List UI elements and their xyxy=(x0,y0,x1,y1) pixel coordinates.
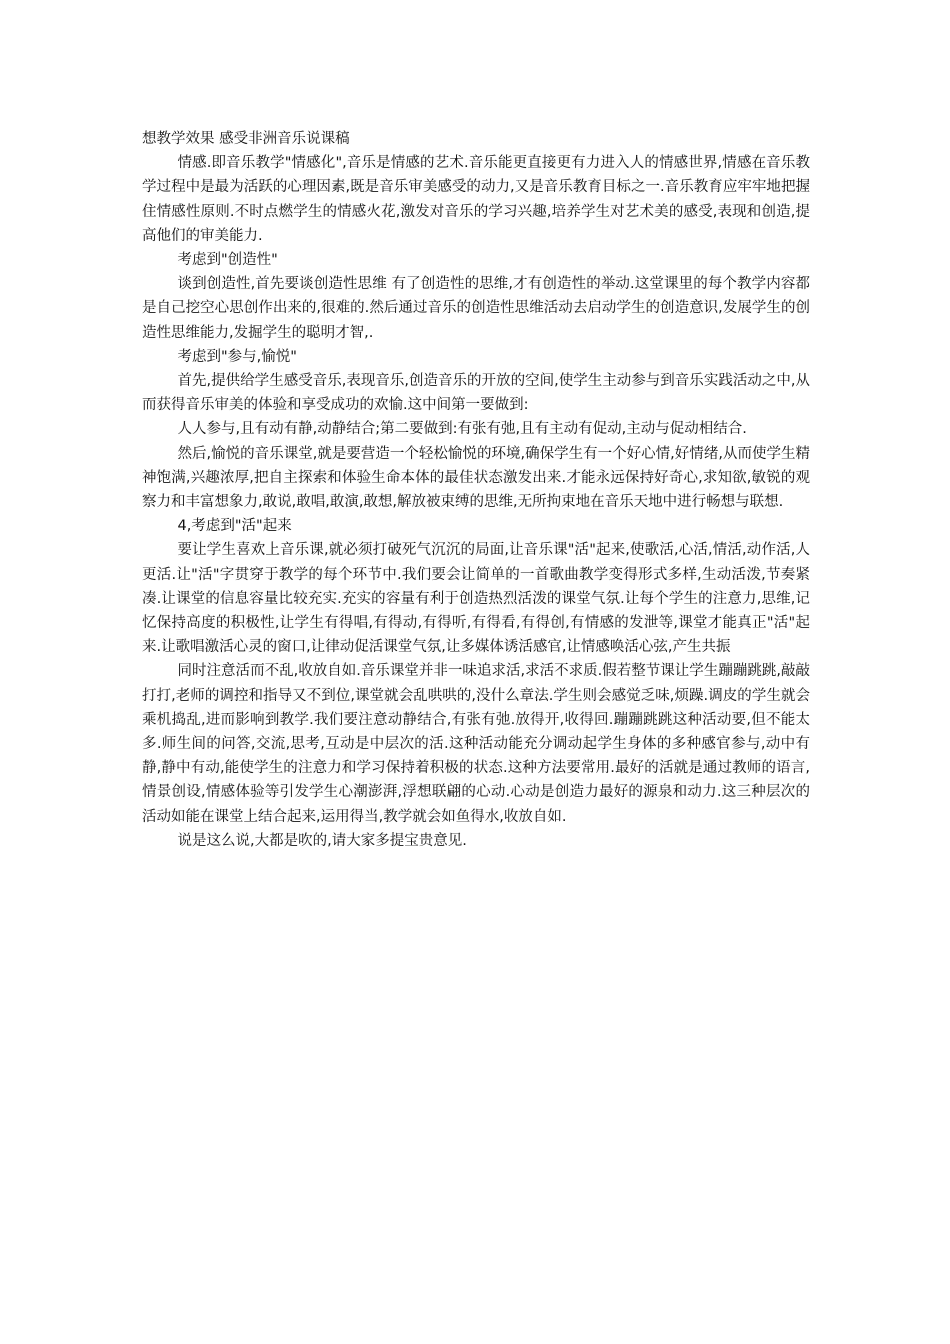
heading-lively: 4,考虑到"活"起来 xyxy=(177,518,292,535)
paragraph-lively: 要让学生喜欢上音乐课,就必须打破死气沉沉的局面,让音乐课"活"起来,使歌活,心活,情活,动作活,人更活.让"活"字贯穿于教学的每个环节中.我们要会让简单的一首歌曲教学变得形式多样,生动活泼,节奏紧凑.让课堂的信息容量比较充实.充实的容量有利于创造热烈活泼的课堂气氛.让每个学生的注意力,思维,记忆保持高度的积极性,让学生有得唱,有得动,有得听,有得看,有得创,有情感的发泄等,课堂才能真正"活"起来.让歌唱激活心灵的窗口,让律动促活课堂气氛,让多媒体诱活感官,让情感唤活心弦,产生共振 xyxy=(142,542,810,656)
heading-participation: 考虑到"参与,愉悦" xyxy=(177,348,297,365)
document-title: 想教学效果 感受非洲音乐说课稿 xyxy=(142,131,350,147)
document-body xyxy=(142,127,810,853)
paragraph-emotion: 情感.即音乐教学"情感化",音乐是情感的艺术.音乐能更直接更有力进入人的情感世界,情感在音乐教学过程中是最为活跃的心理因素,既是音乐审美感受的动力,又是音乐教育目标之一.音乐教育应牢牢地把握住情感性原则.不时点燃学生的情感火花,激发对音乐的学习兴趣,培养学生对艺术美的感受,表现和创造,提高他们的审美能力. xyxy=(142,155,810,244)
paragraph-involvement: 人人参与,且有动有静,动静结合;第二要做到:有张有弛,且有主动有促动,主动与促动相结合. xyxy=(177,421,747,438)
heading-creativity: 考虑到"创造性" xyxy=(177,252,278,269)
paragraph-creativity: 谈到创造性,首先要谈创造性思维 有了创造性的思维,才有创造性的举动.这堂课里的每个教学内容都是自己挖空心思创作出来的,很难的.然后通过音乐的创造性思维活动去启动学生的创造意识,发展学生的创造性思维能力,发掘学生的聪明才智,. xyxy=(142,276,810,341)
paragraph-participation: 首先,提供给学生感受音乐,表现音乐,创造音乐的开放的空间,使学生主动参与到音乐实践活动之中,从而获得音乐审美的体验和享受成功的欢愉.这中间第一要做到: xyxy=(142,373,810,414)
paragraph-closing: 说是这么说,大都是吹的,请大家多提宝贵意见. xyxy=(177,832,467,849)
paragraph-joyful-classroom: 然后,愉悦的音乐课堂,就是要营造一个轻松愉悦的环境,确保学生有一个好心情,好情绪,从而使学生精神饱满,兴趣浓厚,把自主探索和体验生命本体的最佳状态激发出来.才能永远保持好奇心,求知欲,敏锐的观察力和丰富想象力,敢说,敢唱,敢演,敢想,解放被束缚的思维,无所拘束地在音乐天地中进行畅想与联想. xyxy=(142,445,810,511)
paragraph-order: 同时注意活而不乱,收放自如.音乐课堂并非一味追求活,求活不求质.假若整节课让学生蹦蹦跳跳,敲敲打打,老师的调控和指导又不到位,课堂就会乱哄哄的,没什么章法.学生则会感觉乏味,烦躁.调皮的学生就会乘机捣乱,进而影响到教学.我们要注意动静结合,有张有弛.放得开,收得回.蹦蹦跳跳这种活动要,但不能太多.师生间的问答,交流,思考,互动是中层次的活.这种活动能充分调动起学生身体的多种感官参与,动中有静,静中有动,能使学生的注意力和学习保持着积极的状态.这种方法要常用.最好的活就是通过教师的语言,情景创设,情感体验等引发学生心潮澎湃,浮想联翩的心动.心动是创造力最好的源泉和动力.这三种层次的活动如能在课堂上结合起来,运用得当,教学就会如鱼得水,收放自如. xyxy=(142,663,810,825)
